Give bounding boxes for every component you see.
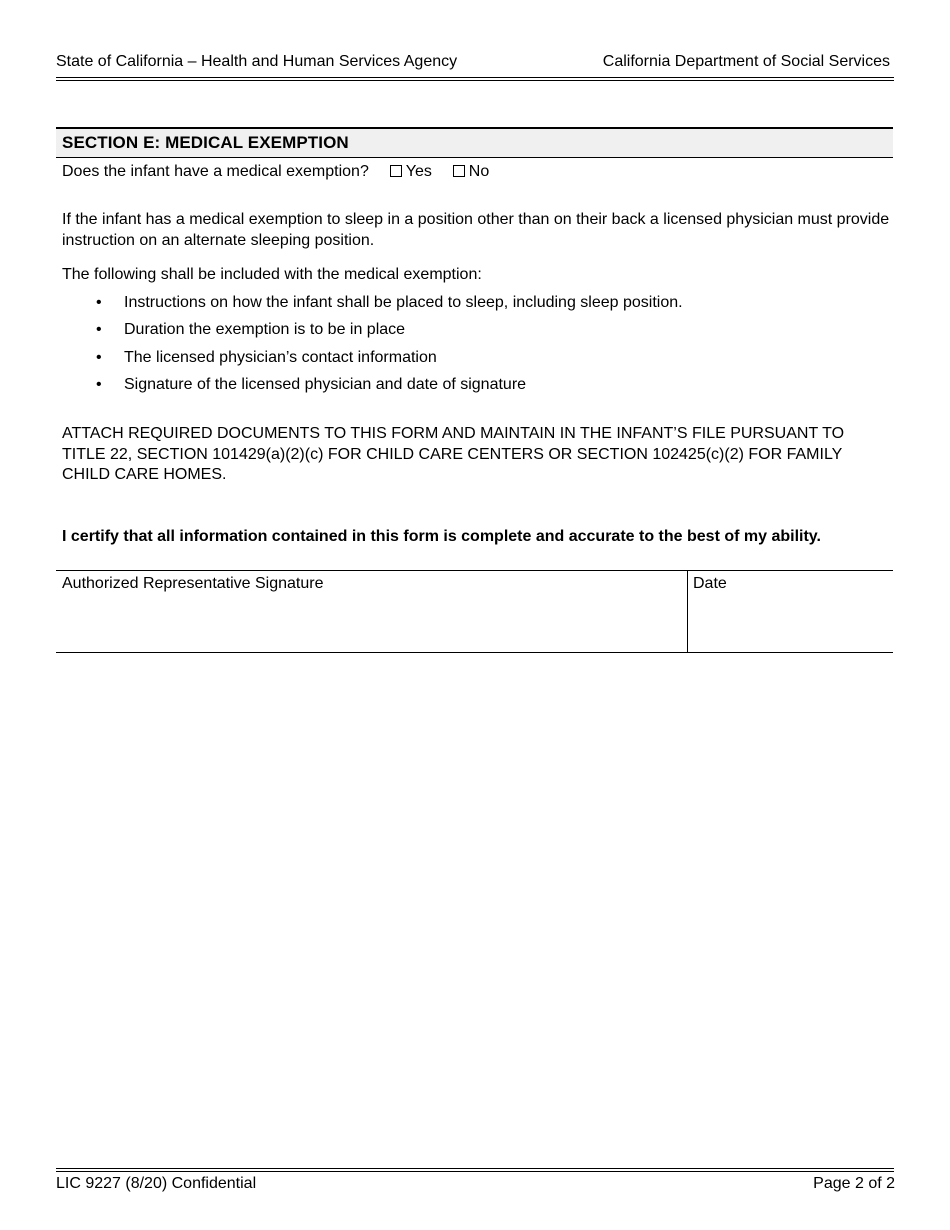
department-name: California Department of Social Services bbox=[602, 53, 890, 70]
section-header bbox=[56, 127, 893, 158]
bullet-icon: • bbox=[96, 349, 102, 366]
header-rule-bottom bbox=[56, 80, 894, 81]
exemption-question-row bbox=[62, 162, 489, 183]
list-item-text: Duration the exemption is to be in place bbox=[124, 321, 406, 338]
footer-rule-top bbox=[56, 1168, 894, 1169]
list-item-text: Signature of the licensed physician and date of signature bbox=[124, 376, 527, 393]
signature-label: Authorized Representative Signature bbox=[62, 575, 324, 592]
signature-block bbox=[56, 570, 893, 653]
signature-divider bbox=[687, 571, 688, 652]
date-label: Date bbox=[693, 575, 727, 592]
bullet-icon: • bbox=[96, 376, 102, 393]
attach-notice: ATTACH REQUIRED DOCUMENTS TO THIS FORM AND MAINTAIN IN THE INFANT’S FILE PURSUANT TO TITLE 22, SECTION 101429(a)(2)(c) FOR CHILD CARE CENTERS OR SECTION 102425(c)(2) FOR FAMILY CHILD CARE HOMES. bbox=[62, 425, 845, 483]
list-item-text: The licensed physician’s contact information bbox=[124, 349, 437, 366]
exemption-question: Does the infant have a medical exemption? bbox=[62, 163, 369, 180]
no-label: No bbox=[468, 163, 490, 180]
certification-statement: I certify that all information contained in this form is complete and accurate to the best of my ability. bbox=[62, 528, 821, 545]
list-intro: The following shall be included with the medical exemption: bbox=[62, 266, 482, 283]
yes-label: Yes bbox=[405, 163, 432, 180]
no-checkbox[interactable] bbox=[453, 165, 465, 177]
bullet-icon: • bbox=[96, 294, 102, 311]
signature-field[interactable] bbox=[56, 595, 686, 652]
form-number: LIC 9227 (8/20) Confidential bbox=[56, 1175, 257, 1192]
bullet-icon: • bbox=[96, 321, 102, 338]
header-rule-top bbox=[56, 77, 894, 78]
page-number: Page 2 of 2 bbox=[813, 1175, 895, 1192]
agency-name: State of California – Health and Human Services Agency bbox=[56, 53, 458, 70]
footer-rule-bottom bbox=[56, 1171, 894, 1172]
list-item-text: Instructions on how the infant shall be placed to sleep, including sleep position. bbox=[124, 294, 683, 311]
section-title: SECTION E: MEDICAL EXEMPTION bbox=[62, 133, 349, 152]
yes-checkbox[interactable] bbox=[390, 165, 402, 177]
exemption-instructions: If the infant has a medical exemption to sleep in a position other than on their back a licensed physician must provide instruction on an alternate sleeping position. bbox=[62, 211, 890, 249]
date-field[interactable] bbox=[689, 595, 892, 652]
